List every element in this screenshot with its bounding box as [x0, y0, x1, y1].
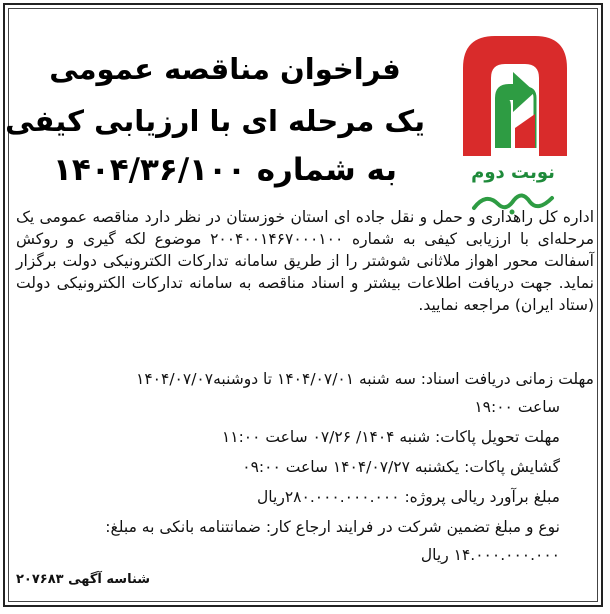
- page-title: فراخوان مناقصه عمومی: [49, 52, 401, 86]
- tender-number: به شماره ۱۴۰۴/۳۶/۱۰۰: [52, 152, 398, 188]
- project-estimate: مبلغ برآورد ریالی پروژه: ۲۸۰.۰۰۰.۰۰۰.۰۰۰ریال: [257, 488, 560, 506]
- doc-deadline: مهلت زمانی دریافت اسناد: سه شنبه ۱۴۰۴/۰۷/۰۱ تا دوشنبه۱۴۰۴/۰۷/۰۷: [136, 370, 594, 388]
- submission-deadline: مهلت تحویل پاکات: شنبه ۱۴۰۴/ ۰۷/۲۶ ساعت ۱۱:۰۰: [221, 428, 560, 446]
- opening-date: گشایش پاکات: یکشنبه ۱۴۰۴/۰۷/۲۷ ساعت ۰۹:۰۰: [242, 458, 560, 476]
- doc-deadline-time: ساعت ۱۹:۰۰: [474, 398, 560, 416]
- page-subtitle: یک مرحله ای با ارزیابی کیفی: [5, 104, 425, 138]
- ad-code: شناسه آگهی ۲۰۷۶۸۳: [16, 572, 151, 587]
- logo-caption: نوبت دوم: [471, 162, 555, 183]
- guarantee-type: نوع و مبلغ تضمین شرکت در فرایند ارجاع کار: ضمانتنامه بانکی به مبلغ:: [105, 518, 560, 536]
- rahdari-logo-icon: [455, 28, 575, 158]
- intro-paragraph: اداره کل راهداری و حمل و نقل جاده ای استان خوزستان در نظر دارد مناقصه عمومی یک مرحله‌ای با ارزیابی کیفی به شماره ۲۰۰۴۰۰۱۴۶۷۰۰۰۱۰۰ موضوع لکه گیری و روکش آسفالت محور اهواز ملاثانی شوشتر را از طریق سامانه تدارکات الکترونیکی دولت برگزار نماید. جهت دریافت اطلاعات بیشتر و اسناد مناقصه به سامانه تدارکات الکترونیکی دولت (ستاد ایران) مراجعه نمایید.: [16, 208, 594, 314]
- guarantee-amount: ۱۴.۰۰۰.۰۰۰.۰۰۰ ریال: [420, 546, 560, 564]
